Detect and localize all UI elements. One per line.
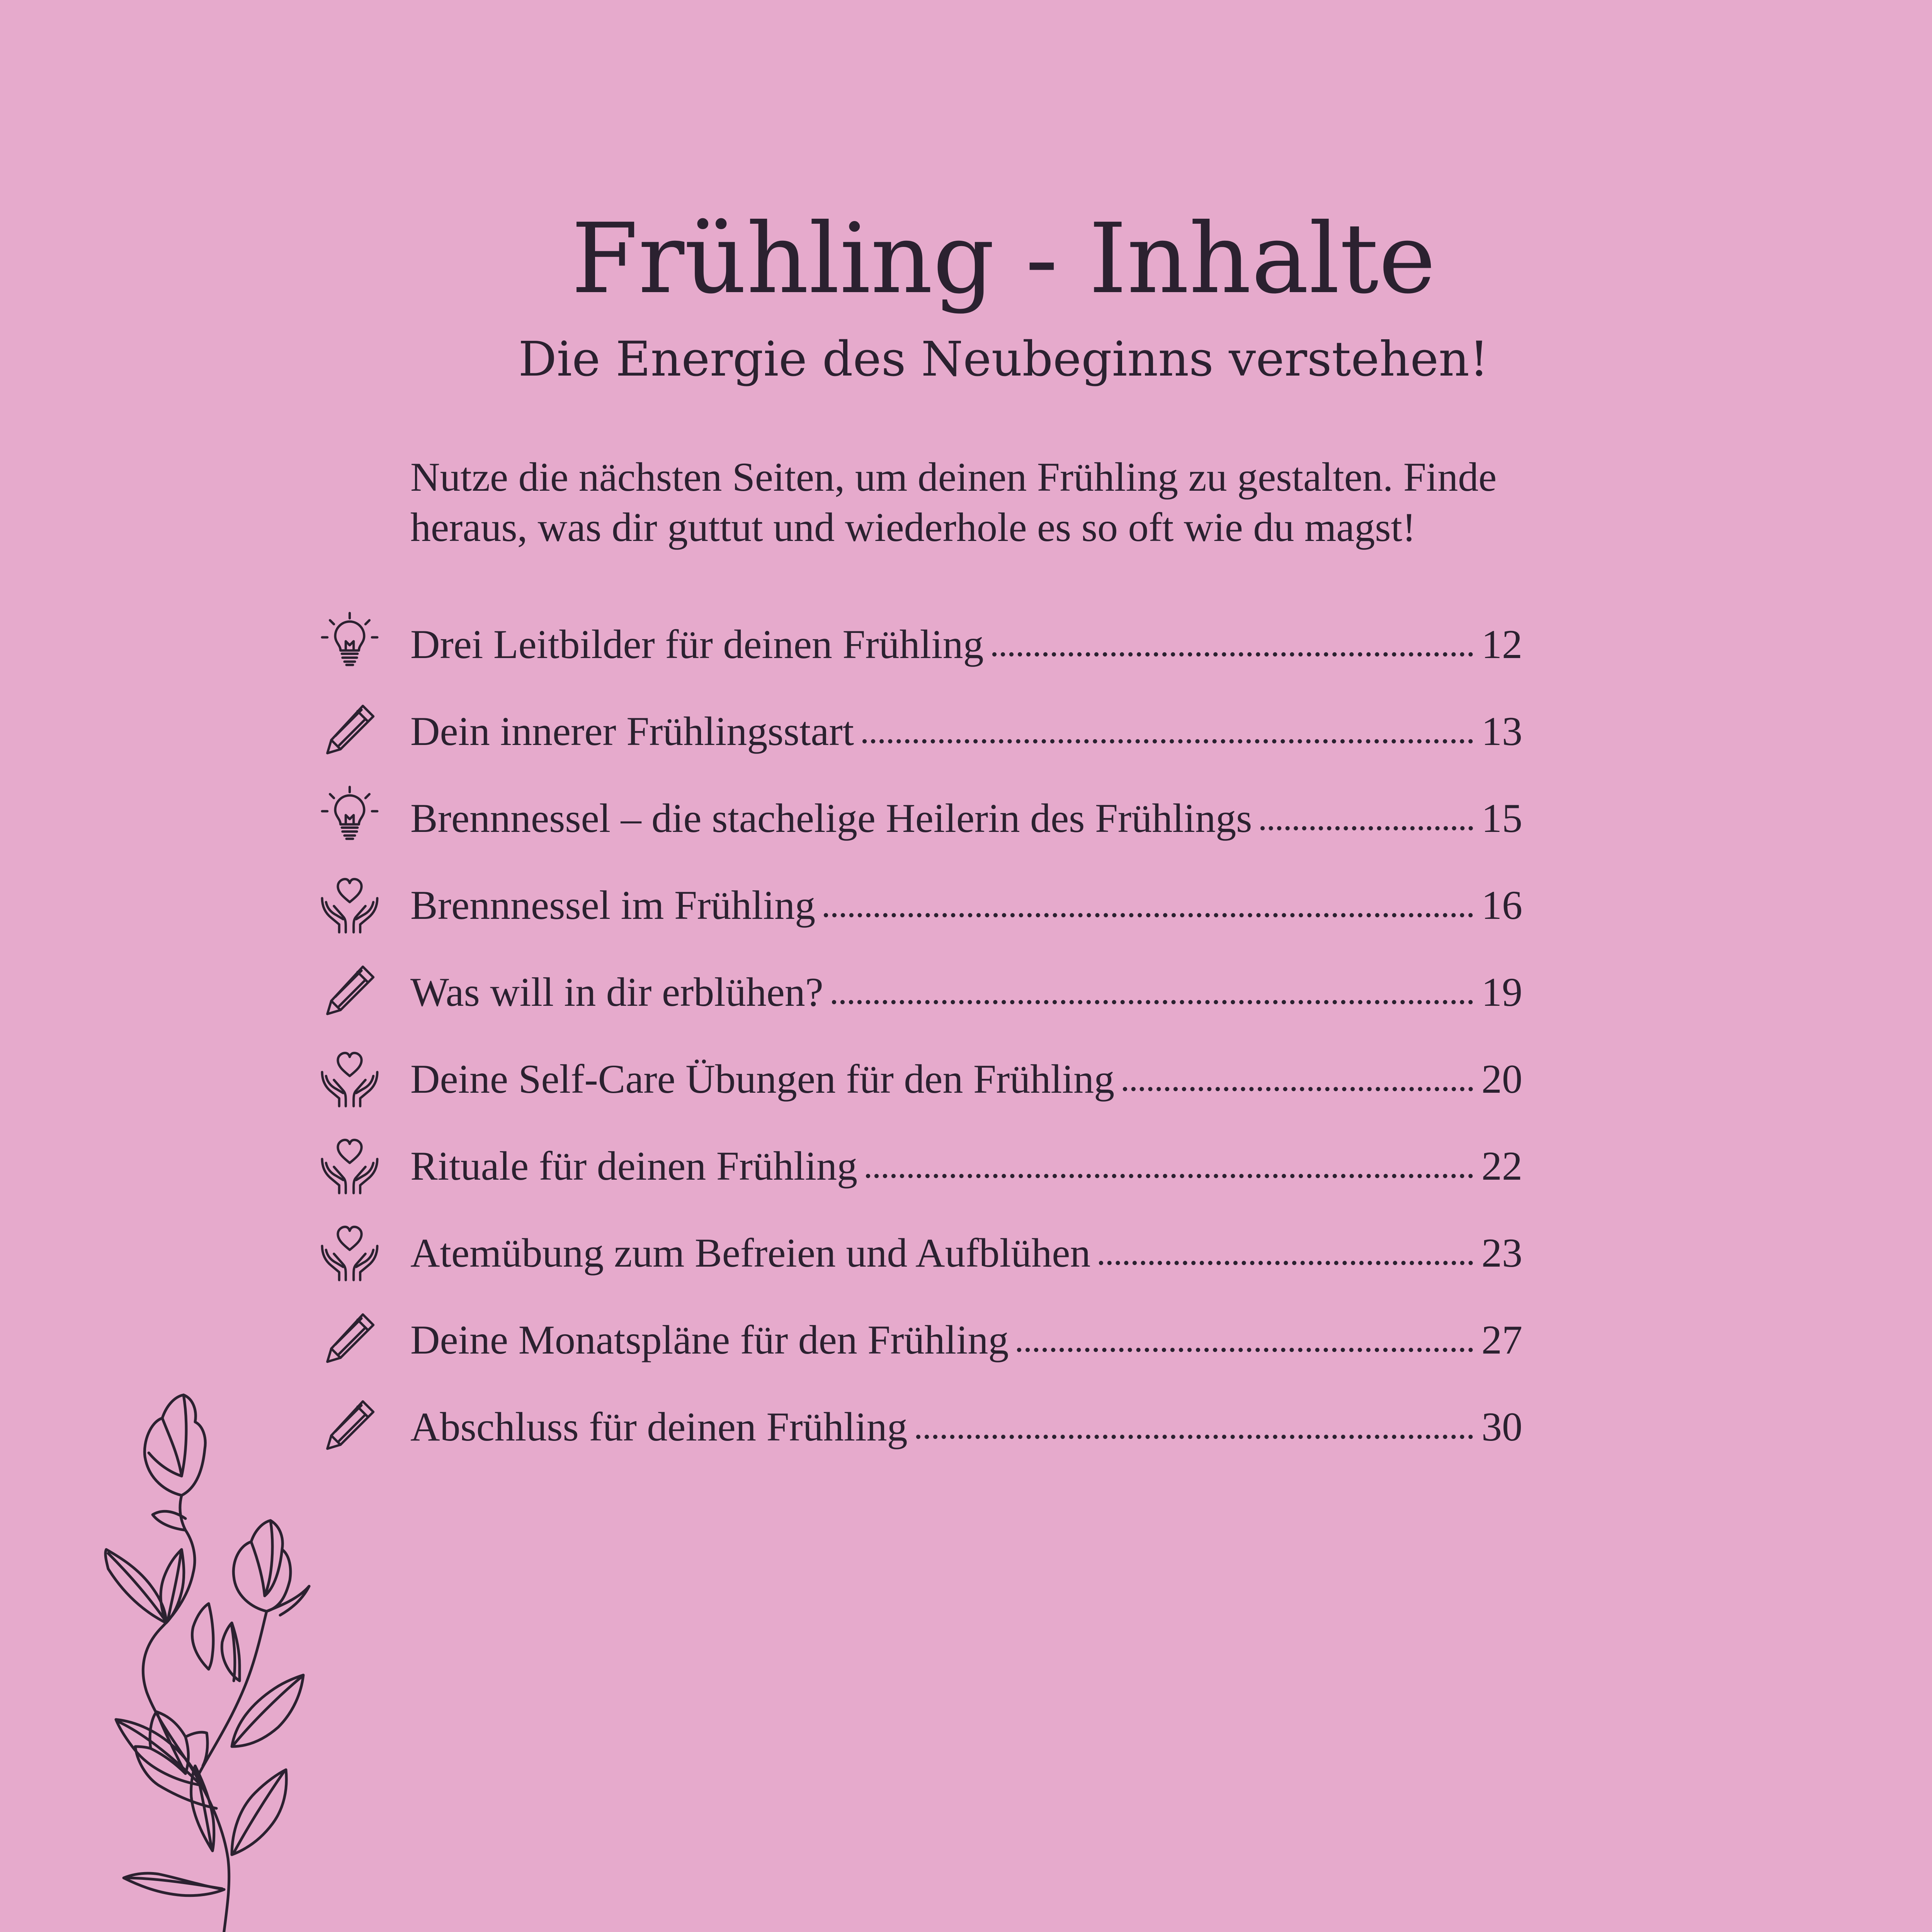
toc-page-number: 20 [1481, 1056, 1522, 1102]
toc-label: Drei Leitbilder für deinen Frühling [410, 622, 984, 667]
toc-entry-text [410, 965, 1522, 1019]
heart-hands-icon [317, 1218, 383, 1284]
toc-entry-text [410, 1226, 1522, 1280]
dot-leader [1260, 826, 1473, 830]
toc-label: Dein innerer Frühlingsstart [410, 709, 854, 754]
toc-entry-text [410, 1139, 1522, 1193]
toc-item[interactable] [317, 697, 1522, 762]
toc-entry-text [410, 1313, 1522, 1367]
toc-entry-text [410, 878, 1522, 932]
dot-leader [992, 652, 1473, 656]
dot-leader [862, 739, 1473, 743]
page-title: Frühling - Inhalte [571, 202, 1436, 315]
toc-label: Atemübung zum Befreien und Aufblühen [410, 1230, 1091, 1276]
flower-branch-icon [70, 1376, 340, 1932]
toc-page-number: 13 [1481, 709, 1522, 754]
dot-leader [832, 1000, 1473, 1004]
toc-page-number: 12 [1481, 622, 1522, 667]
toc-entry-text [410, 791, 1522, 845]
dot-leader [1017, 1347, 1473, 1352]
toc-item[interactable] [317, 1044, 1522, 1110]
dot-leader [824, 913, 1473, 917]
dot-leader [866, 1173, 1473, 1178]
dot-leader [916, 1434, 1473, 1439]
lightbulb-icon [317, 610, 383, 675]
toc-entry-text [410, 704, 1522, 759]
toc-page-number: 27 [1481, 1317, 1522, 1362]
toc-label: Brennnessel – die stachelige Heilerin des Frühlings [410, 796, 1252, 841]
toc-page-number: 30 [1481, 1404, 1522, 1449]
heart-hands-icon [317, 871, 383, 936]
pencil-icon [317, 1305, 383, 1371]
intro-line: heraus, was dir guttut und wiederhole es so oft wie du magst! [410, 505, 1416, 550]
toc-item[interactable] [317, 957, 1522, 1023]
toc-item[interactable] [317, 871, 1522, 936]
toc-item[interactable] [317, 1131, 1522, 1197]
toc-entry-text [410, 617, 1522, 672]
toc-item[interactable] [317, 1305, 1522, 1371]
toc-page-number: 15 [1481, 796, 1522, 841]
dot-leader [1099, 1260, 1473, 1265]
intro-line: Nutze die nächsten Seiten, um deinen Frühling zu gestalten. Finde [410, 454, 1497, 500]
toc-label: Rituale für deinen Frühling [410, 1143, 857, 1189]
toc-label: Abschluss für deinen Frühling [410, 1404, 908, 1449]
pencil-icon [317, 697, 383, 762]
toc-page-number: 22 [1481, 1143, 1522, 1189]
toc-page-number: 16 [1481, 883, 1522, 928]
toc-label: Brennnessel im Frühling [410, 883, 816, 928]
heart-hands-icon [317, 1044, 383, 1110]
toc-page-number: 23 [1481, 1230, 1522, 1276]
pencil-icon [317, 957, 383, 1023]
toc-page-number: 19 [1481, 969, 1522, 1015]
lightbulb-icon [317, 784, 383, 849]
toc-label: Deine Monatspläne für den Frühling [410, 1317, 1009, 1362]
toc-item[interactable] [317, 1218, 1522, 1284]
dot-leader [1123, 1087, 1473, 1091]
toc-item[interactable] [317, 610, 1522, 675]
page-subtitle: Die Energie des Neubeginns verstehen! [518, 332, 1489, 387]
toc-entry-text [410, 1052, 1522, 1106]
toc-label: Deine Self-Care Übungen für den Frühling [410, 1056, 1115, 1102]
toc-item[interactable] [317, 1392, 1522, 1458]
toc-label: Was will in dir erblühen? [410, 969, 823, 1015]
heart-hands-icon [317, 1131, 383, 1197]
toc-entry-text [410, 1400, 1522, 1454]
toc-item[interactable] [317, 784, 1522, 849]
